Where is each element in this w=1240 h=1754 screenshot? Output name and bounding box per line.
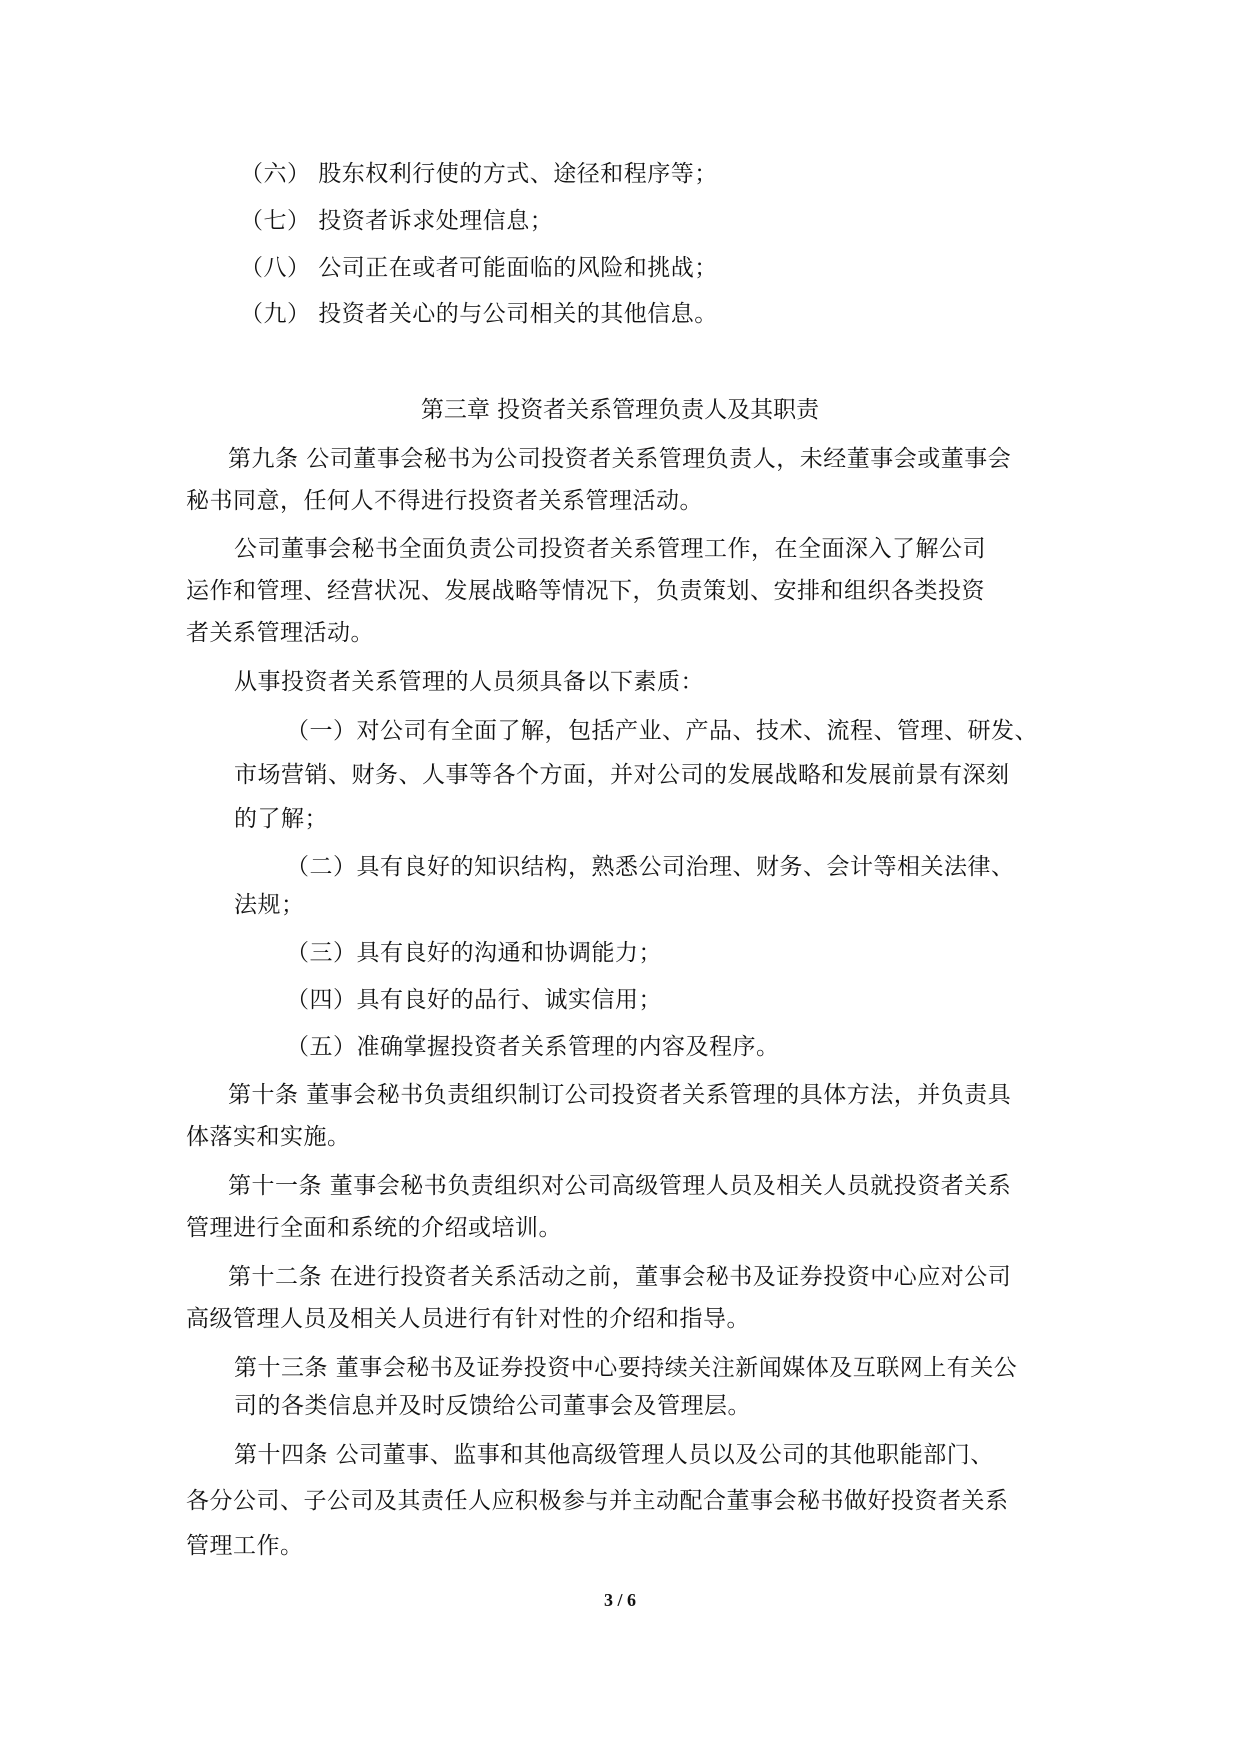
list-item-7: （七） 投资者诉求处理信息； [240,208,554,234]
quality-1-line-3: 的了解； [234,806,328,832]
article-13-line-1: 第十三条 董事会秘书及证券投资中心要持续关注新闻媒体及互联网上有关公 [234,1355,1018,1381]
article-14-line-2: 各分公司、子公司及其责任人应积极参与并主动配合董事会秘书做好投资者关系 [186,1488,1009,1514]
quality-5: （五）准确掌握投资者关系管理的内容及程序。 [286,1034,780,1060]
list-item-9: （九） 投资者关心的与公司相关的其他信息。 [240,301,718,327]
article-12-line-1: 第十二条 在进行投资者关系活动之前，董事会秘书及证券投资中心应对公司 [228,1264,1012,1290]
quality-1-line-2: 市场营销、财务、人事等各个方面，并对公司的发展战略和发展前景有深刻 [234,762,1010,788]
article-10-line-1: 第十条 董事会秘书负责组织制订公司投资者关系管理的具体方法，并负责具 [228,1082,1012,1108]
secretary-paragraph-line-3: 者关系管理活动。 [186,620,374,646]
quality-1-line-1: （一）对公司有全面了解，包括产业、产品、技术、流程、管理、研发、 [286,718,1038,744]
article-14-line-3: 管理工作。 [186,1533,304,1559]
secretary-paragraph-line-1: 公司董事会秘书全面负责公司投资者关系管理工作，在全面深入了解公司 [234,536,986,562]
chapter-title: 第三章 投资者关系管理负责人及其职责 [420,397,820,423]
quality-3: （三）具有良好的沟通和协调能力； [286,940,662,966]
article-11-line-1: 第十一条 董事会秘书负责组织对公司高级管理人员及相关人员就投资者关系 [228,1173,1012,1199]
qualities-intro: 从事投资者关系管理的人员须具备以下素质： [234,669,704,695]
page-number: 3 / 6 [603,1590,636,1610]
list-item-8: （八） 公司正在或者可能面临的风险和挑战； [240,255,718,281]
article-12-line-2: 高级管理人员及相关人员进行有针对性的介绍和指导。 [186,1306,750,1332]
list-item-6: （六） 股东权利行使的方式、途径和程序等； [240,161,718,187]
article-9-line-2: 秘书同意，任何人不得进行投资者关系管理活动。 [186,488,703,514]
article-14-line-1: 第十四条 公司董事、监事和其他高级管理人员以及公司的其他职能部门、 [234,1442,994,1468]
article-9-line-1: 第九条 公司董事会秘书为公司投资者关系管理负责人，未经董事会或董事会 [228,446,1012,472]
article-10-line-2: 体落实和实施。 [186,1124,351,1150]
quality-2-line-2: 法规； [234,892,305,918]
quality-2-line-1: （二）具有良好的知识结构，熟悉公司治理、财务、会计等相关法律、 [286,854,1015,880]
article-11-line-2: 管理进行全面和系统的介绍或培训。 [186,1215,562,1241]
secretary-paragraph-line-2: 运作和管理、经营状况、发展战略等情况下，负责策划、安排和组织各类投资 [186,578,985,604]
article-13-line-2: 司的各类信息并及时反馈给公司董事会及管理层。 [234,1393,751,1419]
quality-4: （四）具有良好的品行、诚实信用； [286,987,662,1013]
